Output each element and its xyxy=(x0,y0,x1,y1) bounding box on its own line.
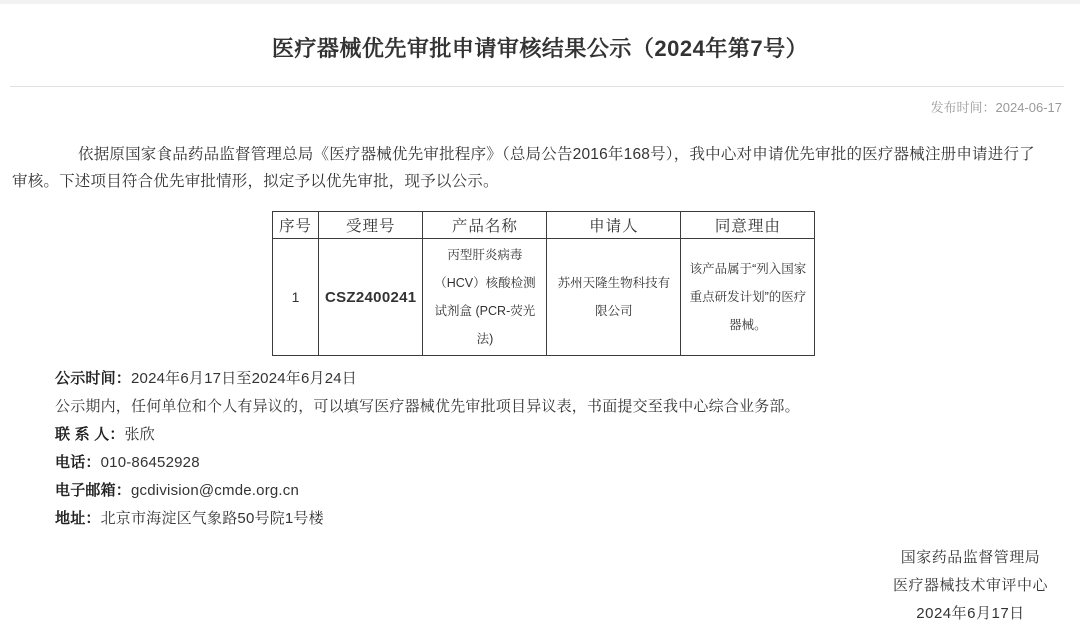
contact-person-label: 联 系 人： xyxy=(55,426,125,443)
email-line xyxy=(55,482,1080,499)
signature-block xyxy=(893,544,1048,628)
cell-acceptance-no: CSZ2400241 xyxy=(319,239,423,356)
publish-date-value: 2024-06-17 xyxy=(995,100,1062,115)
publicity-period-label: 公示时间： xyxy=(55,370,132,387)
contact-person-line xyxy=(55,426,1080,443)
table-row xyxy=(273,239,815,356)
signature-date: 2024年6月17日 xyxy=(916,605,1025,622)
header-acceptance-no: 受理号 xyxy=(319,212,423,239)
email-label: 电子邮箱： xyxy=(55,482,132,499)
address-label: 地址： xyxy=(55,510,101,527)
phone-line xyxy=(55,454,1080,471)
cell-index: 1 xyxy=(273,239,319,356)
address-line xyxy=(55,510,1080,527)
phone-value: 010-86452928 xyxy=(100,454,200,471)
page-title: 医疗器械优先审批申请审核结果公示（2024年第7号） xyxy=(271,36,809,61)
publicity-period-value: 2024年6月17日至2024年6月24日 xyxy=(131,370,358,387)
publicity-period-line xyxy=(55,370,1080,387)
contact-person-value: 张欣 xyxy=(124,426,155,443)
header-approval-reason: 同意理由 xyxy=(681,212,815,239)
table-header-row xyxy=(273,212,815,239)
cell-applicant: 苏州天隆生物科技有限公司 xyxy=(547,239,681,356)
address-value: 北京市海淀区气象路50号院1号楼 xyxy=(100,510,324,527)
notice-info-block xyxy=(55,370,1080,527)
publish-date xyxy=(0,97,1062,116)
header-index: 序号 xyxy=(273,212,319,239)
cell-product-name: 丙型肝炎病毒（HCV）核酸检测试剂盒 (PCR-荧光法) xyxy=(423,239,547,356)
announcement-page xyxy=(0,32,1080,640)
objection-instructions: 公示期内，任何单位和个人有异议的，可以填写医疗器械优先审批项目异议表，书面提交至我中心综合业务部。 xyxy=(55,398,800,415)
phone-label: 电话： xyxy=(55,454,101,471)
intro-paragraph: 依据原国家食品药品监督管理总局《医疗器械优先审批程序》（总局公告2016年168号），我中心对申请优先审批的医疗器械注册申请进行了审核。下述项目符合优先审批情形，拟定予以优先审批，现予以公示。 xyxy=(12,146,1035,190)
header-product-name: 产品名称 xyxy=(423,212,547,239)
signature-org-line1: 国家药品监督管理局 xyxy=(900,549,1041,566)
page-top-strip xyxy=(0,0,1080,4)
title-divider xyxy=(10,86,1064,87)
signature-org-line2: 医疗器械技术审评中心 xyxy=(892,577,1048,594)
cell-approval-reason: 该产品属于“列入国家重点研发计划”的医疗器械。 xyxy=(681,239,815,356)
publish-date-label: 发布时间： xyxy=(930,100,996,115)
priority-review-table xyxy=(272,211,815,356)
header-applicant: 申请人 xyxy=(547,212,681,239)
email-value: gcdivision@cmde.org.cn xyxy=(131,482,300,499)
